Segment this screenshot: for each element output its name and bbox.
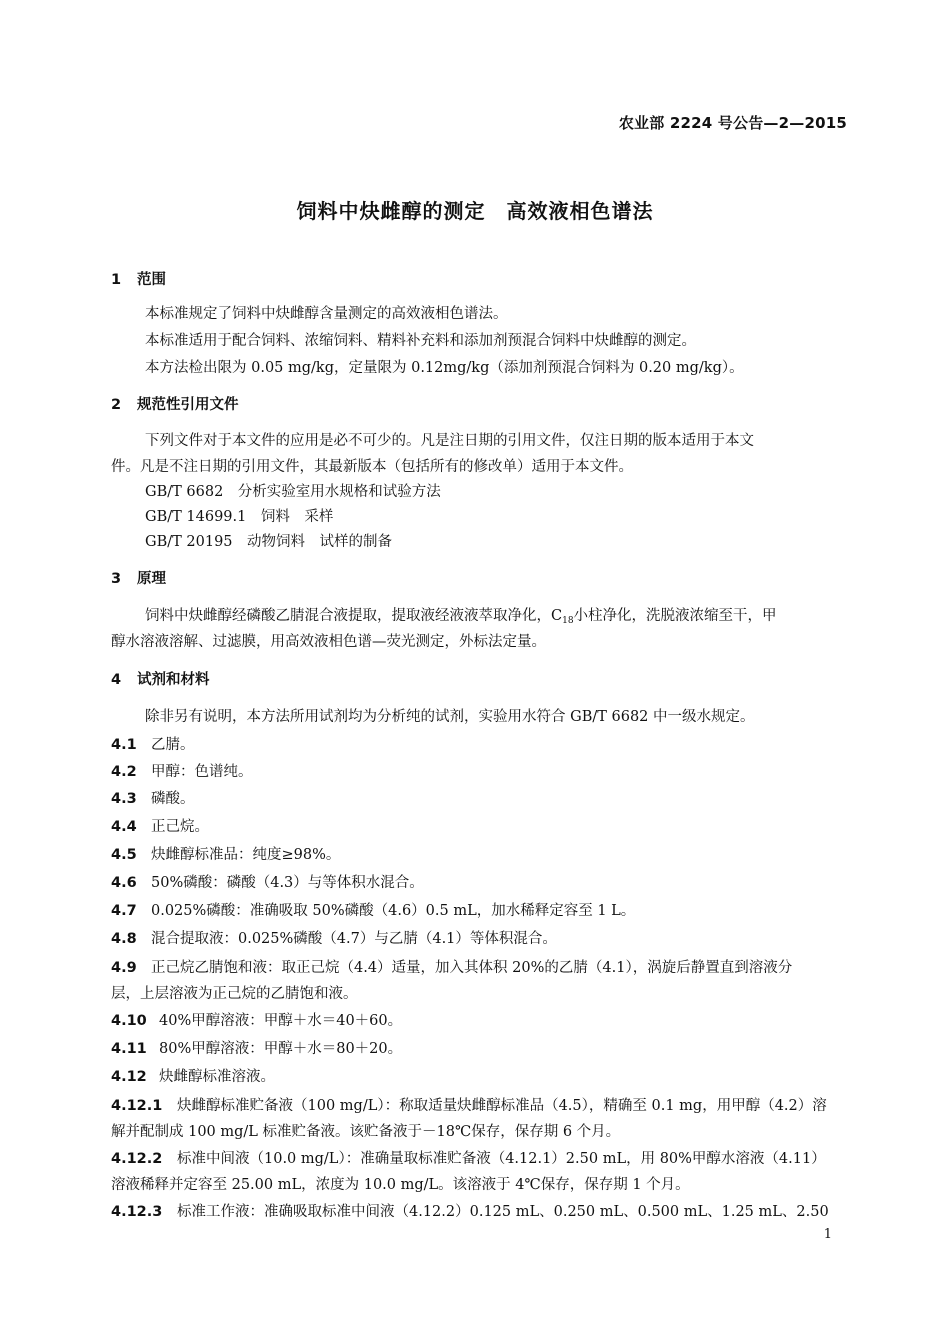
list-item: 4.6 50%磷酸：磷酸（4.3）与等体积水混合。 [111, 875, 424, 891]
paragraph: 件。凡是不注日期的引用文件，其最新版本（包括所有的修改单）适用于本文件。 [111, 459, 633, 475]
paragraph: 饲料中炔雌醇经磷酸乙腈混合液提取，提取液经液液萃取净化，$C_{18}$小柱净化，洗脱液浓缩至干，甲 [145, 608, 777, 626]
section-3-heading: 3 原理 [111, 571, 166, 587]
paragraph: 醇水溶液溶解、过滤膜，用高效液相色谱—荧光测定，外标法定量。 [111, 634, 546, 650]
section-2-heading: 2 规范性引用文件 [111, 397, 239, 413]
reference: GB/T 20195 动物饲料 试样的制备 [145, 534, 393, 550]
paragraph: 本方法检出限为 0.05 mg/kg，定量限为 0.12mg/kg（添加剂预混合饲料为 0.20 mg/kg）。 [145, 360, 744, 376]
standard-code: 农业部 2224 号公告—2—2015 [618, 114, 847, 132]
list-item: 4.5 炔雌醇标准品：纯度≥98%。 [111, 847, 341, 863]
list-item: 4.1 乙腈。 [111, 737, 195, 753]
paragraph: 本标准规定了饲料中炔雌醇含量测定的高效液相色谱法。 [145, 306, 508, 322]
list-item: 4.8 混合提取液：0.025%磷酸（4.7）与乙腈（4.1）等体积混合。 [111, 931, 557, 947]
list-item: 4.4 正己烷。 [111, 819, 209, 835]
list-item: 4.12 炔雌醇标准溶液。 [111, 1069, 275, 1085]
list-item: 4.12.2 标准中间液（10.0 mg/L）：准确量取标准贮备液（4.12.1）2.50 mL，用 80%甲醇水溶液（4.11） [111, 1151, 826, 1167]
reference: GB/T 14699.1 饲料 采样 [145, 509, 334, 525]
list-item: 4.9 正己烷乙腈饱和液：取正己烷（4.4）适量，加入其体积 20%的乙腈（4.1），涡旋后静置直到溶液分 [111, 960, 793, 976]
section-4-heading: 4 试剂和材料 [111, 672, 210, 688]
list-item-continuation: 溶液稀释并定容至 25.00 mL，浓度为 10.0 mg/L。该溶液于 4℃保存，保存期 1 个月。 [111, 1177, 690, 1193]
reference: GB/T 6682 分析实验室用水规格和试验方法 [145, 484, 441, 500]
list-item-continuation: 层，上层溶液为正己烷的乙腈饱和液。 [111, 986, 358, 1002]
list-item: 4.11 80%甲醇溶液：甲醇＋水＝80＋20。 [111, 1041, 403, 1057]
paragraph: 本标准适用于配合饲料、浓缩饲料、精料补充料和添加剂预混合饲料中炔雌醇的测定。 [145, 333, 696, 349]
document-title: 饲料中炔雌醇的测定 高效液相色谱法 [296, 199, 654, 223]
paragraph: 除非另有说明，本方法所用试剂均为分析纯的试剂，实验用水符合 GB/T 6682 中一级水规定。 [145, 709, 755, 725]
section-1-heading: 1 范围 [111, 272, 166, 288]
paragraph: 下列文件对于本文件的应用是必不可少的。凡是注日期的引用文件，仅注日期的版本适用于本文 [145, 433, 754, 449]
list-item: 4.7 0.025%磷酸：准确吸取 50%磷酸（4.6）0.5 mL，加水稀释定容至 1 L。 [111, 903, 636, 919]
list-item: 4.12.3 标准工作液：准确吸取标准中间液（4.12.2）0.125 mL、0.250 mL、0.500 mL、1.25 mL、2.50 [111, 1204, 829, 1220]
list-item: 4.10 40%甲醇溶液：甲醇＋水＝40＋60。 [111, 1013, 403, 1029]
list-item: 4.12.1 炔雌醇标准贮备液（100 mg/L）：称取适量炔雌醇标准品（4.5），精确至 0.1 mg，用甲醇（4.2）溶 [111, 1098, 827, 1114]
page-number: 1 [823, 1227, 832, 1242]
list-item: 4.2 甲醇：色谱纯。 [111, 764, 253, 780]
list-item-continuation: 解并配制成 100 mg/L 标准贮备液。该贮备液于－18℃保存，保存期 6 个月。 [111, 1124, 621, 1140]
list-item: 4.3 磷酸。 [111, 791, 195, 807]
